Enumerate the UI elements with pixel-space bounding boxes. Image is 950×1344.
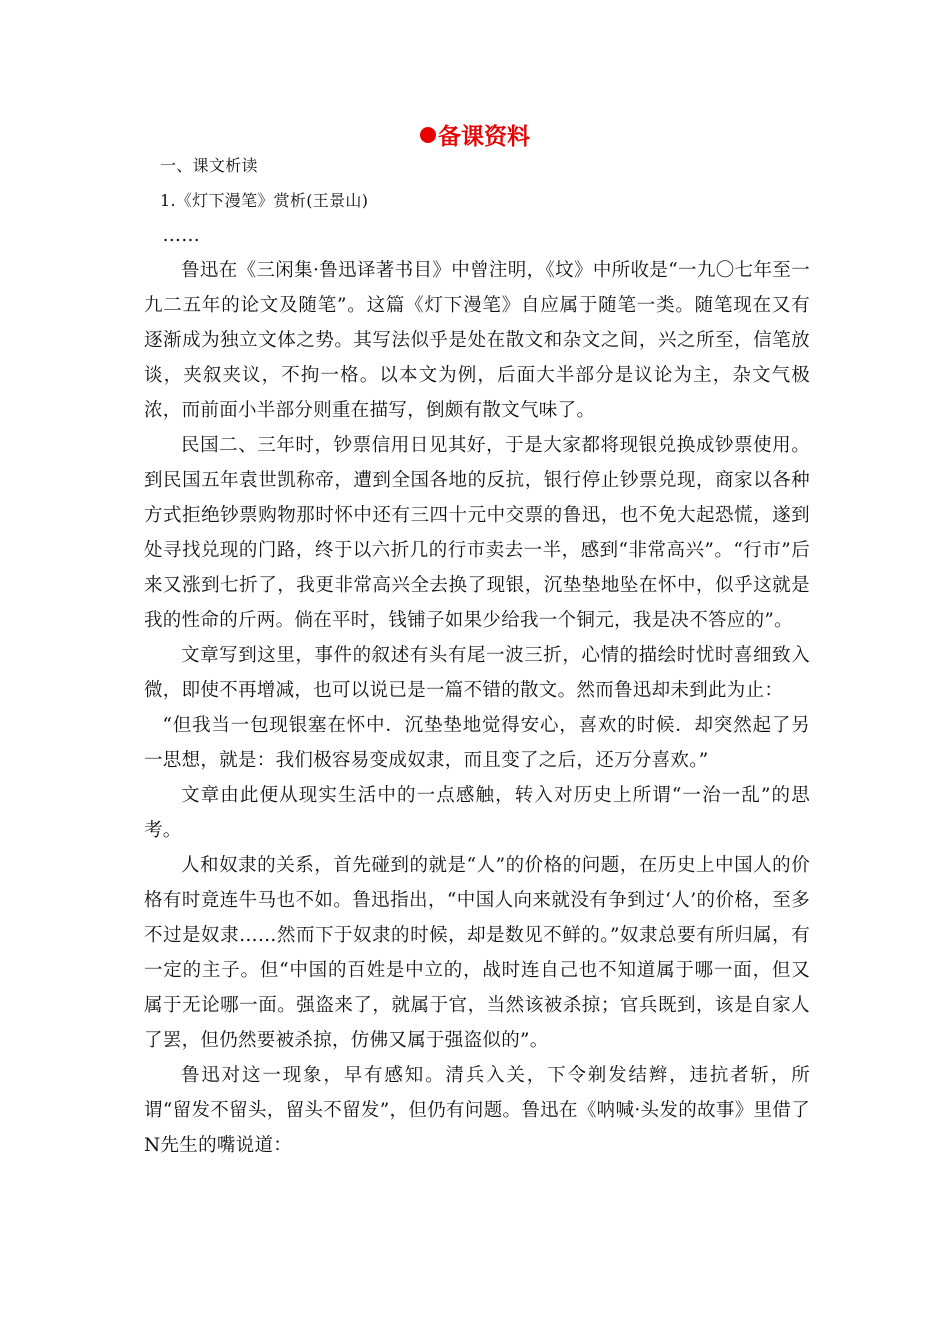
page-title-text: 备课资料 [438, 124, 530, 150]
ellipsis-line: …… [162, 225, 201, 246]
document-body [144, 148, 810, 1163]
paragraph: 文章由此便从现实生活中的一点感触，转入对历史上所谓“一治一乱”的思考。 [144, 785, 810, 841]
paragraph: 文章写到这里，事件的叙述有头有尾一波三折，心情的描绘时忧时喜细致入微，即使不再增减，也可以说已是一篇不错的散文。然而鲁迅却未到此为止： [144, 645, 810, 701]
section-heading: 一、课文析读 [160, 156, 258, 175]
red-bullet-icon [420, 127, 436, 143]
paragraph: 民国二、三年时，钞票信用日见其好，于是大家都将现银兑换成钞票使用。到民国五年袁世凯称帝，遭到全国各地的反抗，银行停止钞票兑现，商家以各种方式拒绝钞票购物那时怀中还有三四十元中交票的鲁迅，也不免大起恐慌，遂到处寻找兑现的门路，终于以六折几的行市卖去一半，感到“非常高兴”。“行市”后来又涨到七折了，我更非常高兴全去换了现银，沉垫垫地坠在怀中，似乎这就是我的性命的斤两。倘在平时，钱铺子如果少给我一个铜元，我是决不答应的”。 [144, 435, 810, 631]
subheading: 1.《灯下漫笔》赏析(王景山) [160, 191, 369, 210]
paragraph: 鲁迅对这一现象，早有感知。清兵入关，下令剃发结辫，违抗者斩，所谓“留发不留头，留头不留发”，但仍有问题。鲁迅在《呐喊·头发的故事》里借了N先生的嘴说道： [144, 1065, 810, 1156]
paragraph: 人和奴隶的关系，首先碰到的就是“人”的价格的问题，在历史上中国人的价格有时竟连牛马也不如。鲁迅指出，“中国人向来就没有争到过‘人’的价格，至多不过是奴隶……然而下于奴隶的时候，却是数见不鲜的。”奴隶总要有所归属，有一定的主子。但“中国的百姓是中立的，战时连自己也不知道属于哪一面，但又属于无论哪一面。强盗来了，就属于官，当然该被杀掠；官兵既到，该是自家人了罢，但仍然要被杀掠，仿佛又属于强盗似的”。 [144, 855, 810, 1051]
paragraph: 鲁迅在《三闲集·鲁迅译著书目》中曾注明，《坟》中所收是“一九〇七年至一九二五年的论文及随笔”。这篇《灯下漫笔》自应属于随笔一类。随笔现在又有逐渐成为独立文体之势。其写法似乎是处在散文和杂文之间，兴之所至，信笔放谈，夹叙夹议，不拘一格。以本文为例，后面大半部分是议论为主，杂文气极浓，而前面小半部分则重在描写，倒颇有散文气味了。 [144, 260, 810, 421]
quote-paragraph: “但我当一包现银塞在怀中．沉垫垫地觉得安心，喜欢的时候．却突然起了另一思想，就是：我们极容易变成奴隶，而且变了之后，还万分喜欢。” [144, 715, 810, 771]
